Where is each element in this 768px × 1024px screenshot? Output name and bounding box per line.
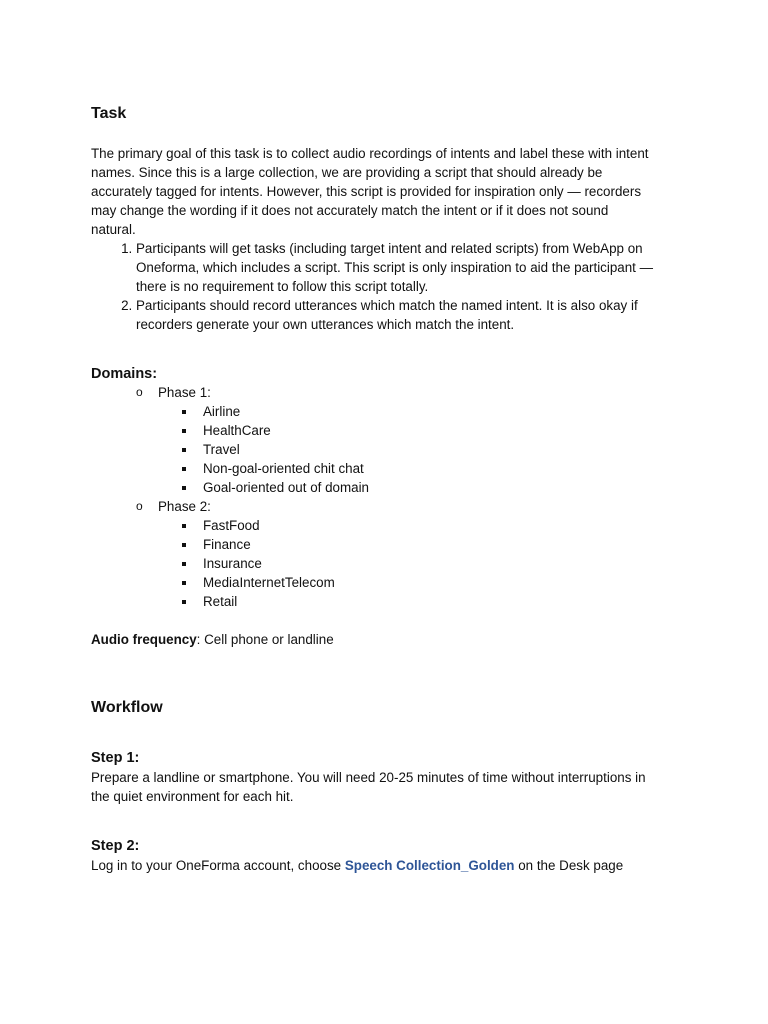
audio-frequency-separator: : (196, 632, 201, 647)
step1-text (91, 768, 711, 806)
audio-frequency (91, 630, 334, 649)
square-bullet-icon (182, 448, 186, 452)
phase-label: Phase 1: (158, 385, 211, 400)
task-list-item (136, 239, 716, 296)
task-list-line: 1. Participants will get tasks (including target intent and related scripts) from WebApp on (136, 241, 643, 256)
step1-heading: Step 1: (91, 750, 140, 766)
square-bullet-icon (182, 562, 186, 566)
task-intro-line: natural. (91, 222, 136, 237)
step1-line: the quiet environment for each hit. (91, 789, 294, 804)
workflow-heading: Workflow (91, 699, 163, 716)
audio-frequency-value: Cell phone or landline (200, 632, 334, 647)
square-bullet-icon (182, 524, 186, 528)
domain-label: Retail (203, 594, 238, 609)
task-list-item (136, 296, 716, 334)
square-bullet-icon (182, 429, 186, 433)
phase-label: Phase 2: (158, 499, 211, 514)
square-bullet-icon (182, 467, 186, 471)
square-bullet-icon (182, 581, 186, 585)
domain-label: Finance (203, 537, 251, 552)
domain-label: Travel (203, 442, 240, 457)
step1-line: Prepare a landline or smartphone. You will need 20-25 minutes of time without interruptions in (91, 770, 646, 785)
circle-bullet-icon: o (136, 499, 143, 513)
task-heading: Task (91, 105, 127, 122)
task-list-line: Oneforma, which includes a script. This script is only inspiration to aid the participant — (136, 260, 654, 275)
task-list-line: 2. Participants should record utterances which match the named intent. It is also okay if (136, 298, 638, 313)
square-bullet-icon (182, 486, 186, 490)
task-intro-line: may change the wording if it does not accurately match the intent or if it does not sound (91, 203, 609, 218)
domain-label: Non-goal-oriented chit chat (203, 461, 364, 476)
domain-label: Insurance (203, 556, 262, 571)
task-numbered-list (91, 239, 716, 334)
task-intro-line: names. Since this is a large collection, we are providing a script that should already be (91, 165, 603, 180)
square-bullet-icon (182, 410, 186, 414)
speech-collection-golden-link[interactable]: Speech Collection_Golden (344, 858, 515, 873)
domain-label: HealthCare (203, 423, 271, 438)
domain-label: FastFood (203, 518, 260, 533)
domains-heading: Domains: (91, 366, 158, 382)
domain-label: MediaInternetTelecom (203, 575, 335, 590)
square-bullet-icon (182, 600, 186, 604)
domain-label: Airline (203, 404, 241, 419)
task-list-line: there is no requirement to follow this script totally. (136, 279, 429, 294)
square-bullet-icon (182, 543, 186, 547)
step2-text-before: Log in to your OneForma account, choose (91, 858, 345, 873)
domain-label: Goal-oriented out of domain (203, 480, 369, 495)
step2-text-after: on the Desk page (514, 858, 624, 873)
task-intro (91, 144, 691, 239)
task-intro-line: The primary goal of this task is to collect audio recordings of intents and label these with intent (91, 146, 649, 161)
audio-frequency-label: Audio frequency (91, 632, 197, 647)
step2-heading: Step 2: (91, 838, 140, 854)
step2-text (91, 856, 691, 875)
task-intro-line: accurately tagged for intents. However, this script is provided for inspiration only — recorders (91, 184, 642, 199)
circle-bullet-icon: o (136, 385, 143, 399)
task-list-line: recorders generate your own utterances which match the intent. (136, 317, 515, 332)
